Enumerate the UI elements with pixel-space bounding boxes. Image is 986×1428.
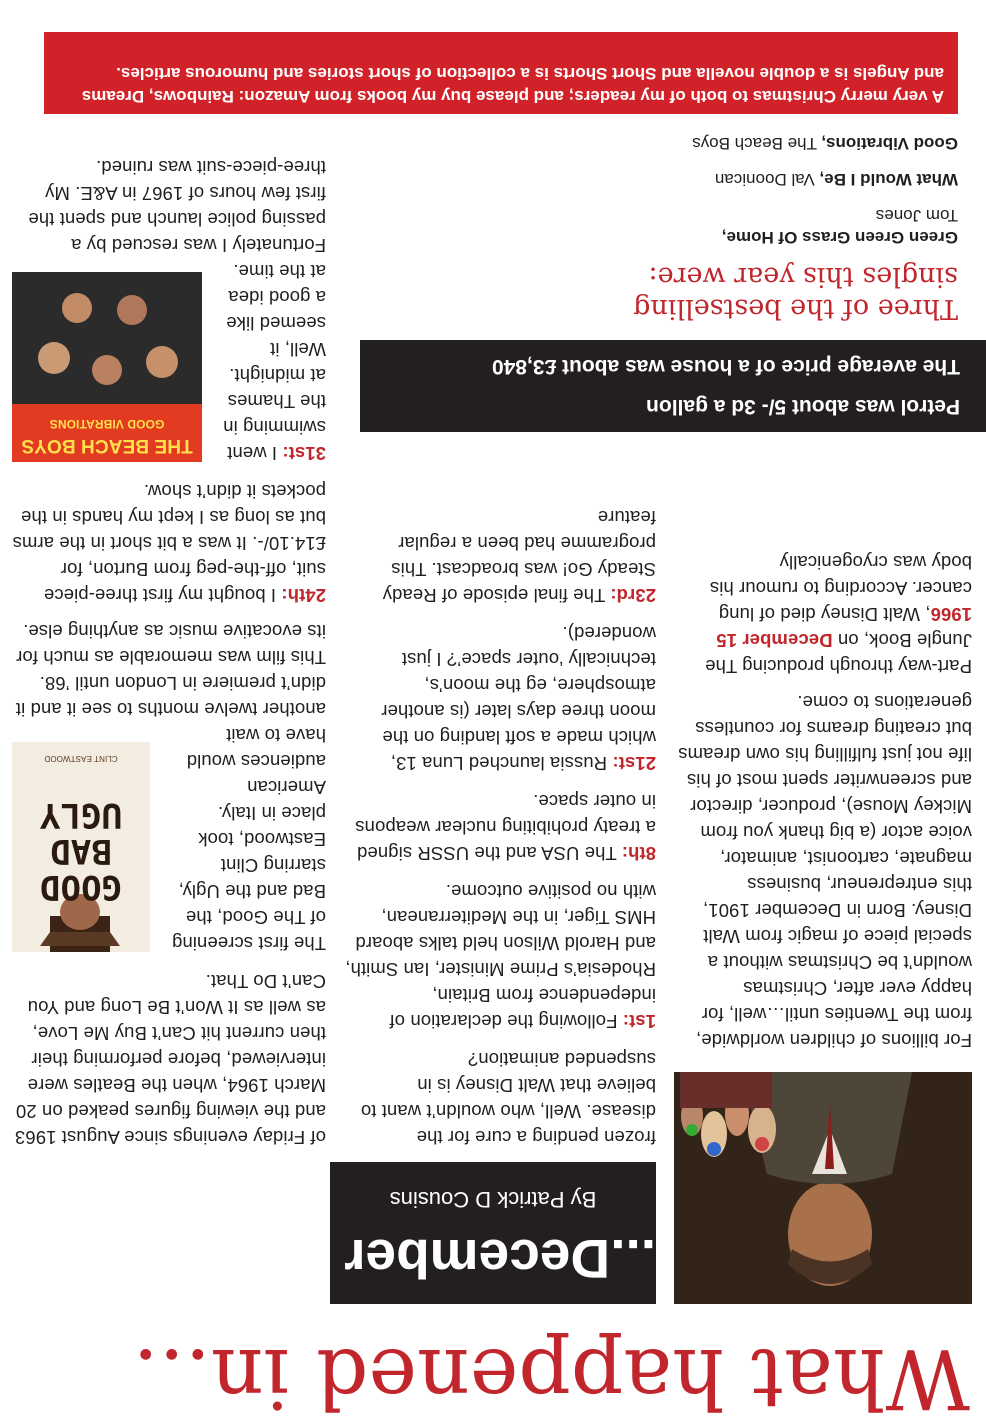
entry-1st-text: Following the declaration of independence from Britain, Rhodesia’s Prime Minister, Ian Smith, and Harold Wilson held talks aboard HMS Tiger, in the Mediterranean, with no positive outcome. xyxy=(345,881,656,1032)
column-1 xyxy=(676,549,972,1053)
footer-message: A very merry Christmas to both of my readers; and please buy my books from Amazon: Rainbows, Dreams and Angels is a double novella and Short Shorts is a collection of short stories and humorous articles. xyxy=(81,64,944,106)
entry-31st-text: I went swimming in the Thames at midnight. Well, it seemed like a good idea at the time. Fortunately I was rescued by a passing police launch and spent the first few hours of 1967 in A&E. My three-piece-suit was ruined. xyxy=(28,157,326,464)
bestsellers-box xyxy=(628,132,958,324)
entry-31st-block xyxy=(12,154,326,466)
poster-good: GOOD xyxy=(39,867,123,907)
entry-1st xyxy=(344,878,656,1034)
date-23rd: 23rd: xyxy=(610,585,656,606)
cover-song: GOOD VIBRATIONS xyxy=(49,417,165,431)
poster-ugly: UGLY xyxy=(39,795,123,835)
date-31st: 31st: xyxy=(282,443,326,464)
entry-23rd xyxy=(344,504,656,608)
jungle-book-intro: Part-way through producing The Jungle Book, on xyxy=(705,630,972,677)
bestsellers-heading: Three of the bestselling singles this year were: xyxy=(633,261,958,324)
column-2 xyxy=(344,504,656,1150)
date-8th: 8th: xyxy=(621,843,656,864)
entry-24th xyxy=(12,478,326,608)
facts-bar xyxy=(360,340,986,432)
gbu-text: The first screening of The Good, the Bad and the Ugly, starring Clint Eastwood, took place in Italy. American audiences would have to wait another twelve months to see it and it didn’t premiere in London until ’68. This film was memorable as much for its evocative music as anything else. xyxy=(15,621,326,954)
gbu-block xyxy=(12,618,326,956)
entry-21st xyxy=(344,620,656,776)
cover-band: THE BEACH BOYS xyxy=(21,435,193,456)
disney-intro: For billions of children worldwide, from the Twenties until…well, for happy ever after, Christmas wouldn’t be Christmas without a special piece of magic from Walt Disney. Born in December 1901, this entrepreneur, business magnate, cartoonist, animator, voice actor (a big thank you from Mickey Mouse), producer, director and screenwriter spent most of his life not just fulfilling his own dreams but creating dreams for countless generations to come. xyxy=(678,692,972,1051)
entry-8th-text: The USA and the USSR signed a treaty prohibiting nuclear weapons in outer space. xyxy=(355,791,656,864)
song-1 xyxy=(628,204,958,248)
rsg-continued: of Friday evenings since August 1963 and the viewing figures peaked on 20 March 1964, when the Beatles were interviewed, before performing their then current hit Can’t Buy Me Love, as well as It Won’t Be Long and You Can’t Do That. xyxy=(14,971,326,1148)
song-2-artist: Val Doonican xyxy=(714,170,815,189)
gbu-poster xyxy=(12,742,150,952)
date-title-bar xyxy=(172,1162,656,1304)
song-2 xyxy=(628,168,958,190)
song-2-title: What Would I Be, xyxy=(819,170,958,189)
poster-bad: BAD xyxy=(50,831,112,871)
walt-disney-photo xyxy=(674,1072,972,1304)
disney-death-text: , Walt Disney died of lung cancer. According to rumour his body was cryogenically xyxy=(709,552,972,625)
date-dec-15: December 15 1966 xyxy=(716,604,972,651)
byline: By Patrick D Cousins xyxy=(389,1187,597,1212)
page-title: What happened in... xyxy=(132,1330,970,1425)
date-1st: 1st: xyxy=(622,1011,656,1032)
song-1-title: Green Green Grass Of Home, xyxy=(721,228,958,247)
poster-credit: CLINT EASTWOOD xyxy=(44,754,118,763)
entry-23rd-text: The final episode of Ready Steady Go! was broadcast. This programme had been a regular feature xyxy=(382,507,656,606)
date-24th: 24th: xyxy=(281,585,326,606)
date-21st: 21st: xyxy=(612,753,656,774)
song-3-title: Good Vibrations, xyxy=(821,134,958,153)
entry-24th-text: I bought my first three-piece suit, off-the-peg from Burton, for £14.10/-. It was a bit short in the arms but as long as I kept my hands in the pockets it didn’t show. xyxy=(12,481,326,606)
footer-banner xyxy=(44,32,958,114)
jungle-book-text xyxy=(676,549,972,679)
song-3 xyxy=(628,132,958,154)
song-1-artist: Tom Jones xyxy=(875,206,958,225)
date-title: ...December 1966? xyxy=(172,1228,656,1290)
disney-continued: frozen pending a cure for the disease. Well, who wouldn’t want to believe that Walt Disney is in suspended animation? xyxy=(360,1049,656,1148)
entry-8th xyxy=(344,788,656,866)
house-price-fact: The average price of a house was about £3,840 xyxy=(491,355,960,378)
column-3 xyxy=(12,154,326,1150)
petrol-fact: Petrol was about 5/- 3d a gallon xyxy=(646,395,960,418)
entry-21st-text: Russia launched Luna 13, which made a soft landing on the moon three days later (is another atmosphere, eg the moon’s, technically ‘outer space’? I just wondered). xyxy=(381,623,656,774)
song-3-artist: The Beach Boys xyxy=(692,134,817,153)
beach-boys-cover xyxy=(12,272,202,462)
